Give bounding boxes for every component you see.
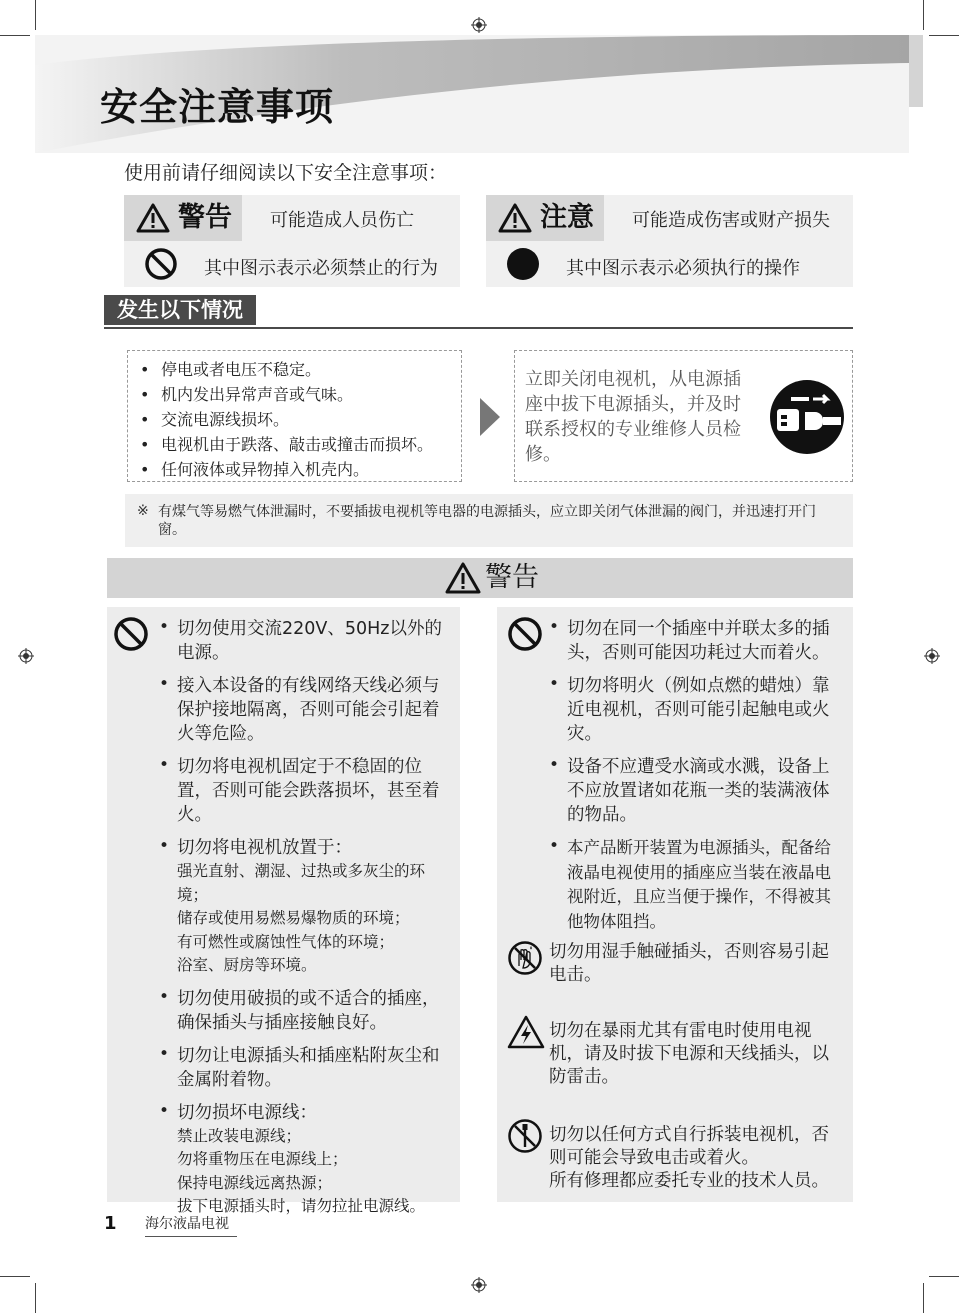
sub-item: 保持电源线远离热源；	[177, 1173, 333, 1192]
disassemble-text	[549, 1124, 841, 1193]
list-item: • 切勿将明火（例如点燃的蜡烛）靠近电视机，否则可能引起触电或火灾。	[547, 674, 839, 746]
sub-item: 勿将重物压在电源线上；	[177, 1150, 348, 1168]
page-number: 1	[104, 1213, 117, 1234]
warning-right-list	[547, 617, 839, 943]
action-box	[514, 350, 853, 482]
section-rule	[104, 327, 853, 329]
section-heading: 发生以下情况	[104, 295, 256, 325]
list-item: • 接入本设备的有线网络天线必须与保护接地隔离，否则可能会引起着火等危险。	[157, 674, 447, 746]
disassemble-text-line2: 所有修理都应委托专业的技术人员。	[549, 1171, 829, 1191]
intro-text: 使用前请仔细阅读以下安全注意事项：	[124, 162, 448, 184]
arrow-right-icon	[480, 398, 500, 436]
list-item: • 切勿损坏电源线： 禁止改装电源线； 勿将重物压在电源线上； 保持电源线远离热源； 拔下电源插头时，请勿拉扯电源线。	[157, 1101, 447, 1219]
prohibition-icon	[113, 616, 149, 652]
legend-caution-icon-text: 其中图示表示必须执行的操作	[566, 258, 800, 279]
prohibition-icon	[507, 616, 543, 652]
list-item: • 电视机由于跌落、敲击或撞击而损坏。	[138, 432, 433, 457]
gas-leak-note	[125, 494, 853, 547]
action-text: 立即关闭电视机，从电源插座中拔下电源插头，并及时联系授权的专业维修人员检修。	[525, 369, 741, 465]
list-item: • 设备不应遭受水滴或水溅，设备上不应放置诸如花瓶一类的装满液体的物品。	[547, 755, 839, 827]
sub-item: 浴室、厨房等环境。	[177, 956, 317, 974]
legend-caution-label: 注意	[540, 202, 594, 233]
warning-banner-title: 警告	[485, 562, 539, 593]
sub-item: 强光直射、潮湿、过热或多灰尘的环境；	[177, 862, 426, 904]
footer-rule	[145, 1236, 237, 1237]
unplug-icon	[769, 379, 845, 455]
mandatory-dot-icon	[506, 247, 540, 281]
registration-mark-icon	[471, 1277, 487, 1293]
crop-mark	[35, 0, 36, 30]
crop-mark	[923, 0, 924, 30]
legend-warning-icon-text: 其中图示表示必须禁止的行为	[204, 258, 438, 279]
crop-mark	[923, 1283, 924, 1313]
list-item: • 切勿使用交流220V、50Hz以外的电源。	[157, 617, 447, 665]
warning-triangle-icon	[445, 562, 481, 594]
warning-right-panel	[497, 607, 853, 1202]
list-item: • 切勿使用破损的或不适合的插座，确保插头与插座接触良好。	[157, 987, 447, 1035]
warning-triangle-icon	[136, 203, 170, 233]
legend-warning-desc: 可能造成人员伤亡	[270, 210, 414, 231]
crop-mark	[929, 1276, 959, 1277]
list-item: • 任何液体或异物掉入机壳内。	[138, 457, 433, 482]
crop-mark	[929, 35, 959, 36]
registration-mark-icon	[471, 17, 487, 33]
note-mark: ※	[137, 503, 149, 519]
list-item: • 切勿在同一个插座中并联太多的插头，否则可能因功耗过大而着火。	[547, 617, 839, 665]
conditions-list	[138, 357, 433, 482]
warning-left-list	[157, 617, 447, 1228]
crop-mark	[0, 35, 30, 36]
list-item: • 切勿将电视机固定于不稳固的位置，否则可能会跌落损坏，甚至着火。	[157, 755, 447, 827]
no-disassembly-icon	[507, 1118, 543, 1154]
legend-caution-desc: 可能造成伤害或财产损失	[632, 210, 830, 231]
sub-item: 禁止改装电源线；	[177, 1126, 302, 1145]
legend-caution-head	[486, 195, 604, 241]
registration-mark-icon	[924, 648, 940, 664]
registration-mark-icon	[18, 648, 34, 664]
list-item: • 机内发出异常声音或气味。	[138, 382, 433, 407]
conditions-box	[127, 350, 462, 482]
lightning-warning-icon	[507, 1015, 545, 1049]
list-item: • 切勿让电源插头和插座粘附灰尘和金属附着物。	[157, 1044, 447, 1092]
prohibition-icon	[144, 247, 178, 281]
list-item: • 切勿将电视机放置于： 强光直射、潮湿、过热或多灰尘的环境； 储存或使用易燃易爆物质的环境； 有可燃性或腐蚀性气体的环境； 浴室、厨房等环境。	[157, 836, 447, 978]
wet-hands-text: 切勿用湿手触碰插头，否则容易引起电击。	[549, 942, 829, 985]
warning-left-panel	[107, 607, 460, 1215]
no-wet-hands-icon	[507, 940, 543, 976]
sub-item: 储存或使用易燃易爆物质的环境；	[177, 909, 410, 927]
header-band-edge	[909, 35, 923, 107]
list-item: • 停电或者电压不稳定。	[138, 357, 433, 382]
list-item: • 本产品断开装置为电源插头，配备给液晶电视使用的插座应当装在液晶电视附近，且应当便于操作，不得被其他物体阻挡。	[547, 836, 839, 934]
footer-brand: 海尔液晶电视	[145, 1216, 229, 1232]
thunder-text: 切勿在暴雨尤其有雷电时使用电视机，请及时拔下电源和天线插头，以防雷击。	[549, 1021, 829, 1087]
crop-mark	[35, 1283, 36, 1313]
legend-warning-label: 警告	[178, 202, 232, 233]
legend-warning	[124, 195, 460, 287]
list-item: • 交流电源线损坏。	[138, 407, 433, 432]
sub-item: 拔下电源插头时，请勿拉扯电源线。	[177, 1197, 426, 1215]
caution-triangle-icon	[498, 203, 532, 233]
page-title: 安全注意事项	[100, 85, 335, 129]
disassemble-text-line1: 切勿以任何方式自行拆装电视机，否则可能会导致电击或着火。	[549, 1125, 829, 1168]
legend-warning-head	[124, 195, 242, 241]
warning-banner	[107, 558, 853, 598]
note-text: 有煤气等易燃气体泄漏时，不要插拔电视机等电器的电源插头，应立即关闭气体泄漏的阀门，并迅速打开门窗。	[158, 504, 816, 538]
sub-item: 有可燃性或腐蚀性气体的环境；	[177, 932, 395, 951]
crop-mark	[0, 1276, 30, 1277]
legend-caution	[486, 195, 853, 287]
